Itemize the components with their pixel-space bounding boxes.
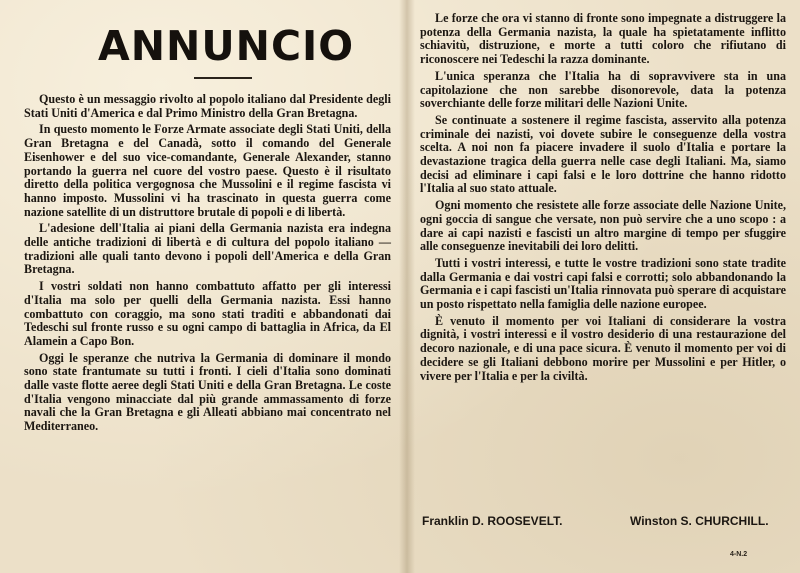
signature-churchill: Winston S. CHURCHILL. <box>630 514 769 528</box>
print-mark: 4-N.2 <box>730 551 748 558</box>
paragraph: I vostri soldati non hanno combattuto affatto per gli interessi d'Italia ma solo per quelli della Germania nazista. Essi hanno combattuto con coraggio, ma sono stati traditi e abbandonati dai Tedeschi sul fronte russo e su ogni campo di battaglia in Africa, da El Alamein a Capo Bon. <box>24 279 391 348</box>
paragraph: L'adesione dell'Italia ai piani della Germania nazista era indegna delle antiche tradizioni di libertà e di cultura del popolo italiano — tradizioni alle quali tanto devono i popoli dell'America e della Gran Bretagna. <box>24 221 391 277</box>
paragraph: In questo momento le Forze Armate associate degli Stati Uniti, della Gran Bretagna e del Canadà, sotto il comando del Generale Eisenhower e del suo vice-comandante, Generale Alexander, stanno portando la guerra nel cuore del vostro paese. Questo è il risultato diretto della politica vergognosa che Mussolini e il regime fascista vi hanno imposto. Mussolini vi ha trascinato in questa guerra come nazione satellite di un distruttore brutale di popoli e di libertà. <box>24 122 391 219</box>
page-title: ANNUNCIO <box>98 22 355 70</box>
paragraph: Tutti i vostri interessi, e tutte le vostre tradizioni sono state tradite dalla Germania e dai vostri capi falsi e corrotti; solo abbandonando la Germania e i capi fascisti un'Italia rinnovata può sperare di acquistare un posto rispettato nella famiglia delle nazione europee. <box>420 255 786 312</box>
paragraph: L'unica speranza che l'Italia ha di sopravvivere sta in una capitolazione che non sarebbe disonorevole, data la potenza soverchiante delle forze militari delle Nazioni Unite. <box>420 68 786 111</box>
paragraph: Oggi le speranze che nutriva la Germania di dominare il mondo sono state frantumate su tutti i fronti. I cieli d'Italia sono dominati dalle vaste flotte aeree degli Stati Uniti e della Gran Bretagna. Le coste d'Italia vengono minacciate dal più grande ammassamento di forze navali che la Gran Bretagna e gli Alleati abbiano mai concentrato nel Mediterraneo. <box>24 350 391 434</box>
signature-roosevelt: Franklin D. ROOSEVELT. <box>422 514 563 528</box>
title-underline <box>194 77 252 79</box>
center-fold <box>399 0 415 573</box>
paragraph: Questo è un messaggio rivolto al popolo italiano dal Presidente degli Stati Uniti d'America e dal Primo Ministro della Gran Bretagna. <box>24 92 391 120</box>
left-text <box>24 93 391 437</box>
paragraph: Ogni momento che resistete alle forze associate delle Nazione Unite, ogni goccia di sangue che versate, non può servire che a uno scopo : a dare ai capi nazisti e fascisti un altro margine di tempo per sfuggire alle conseguenze inevitabili dei loro delitti. <box>420 198 786 254</box>
right-text <box>420 12 786 386</box>
paragraph: Le forze che ora vi stanno di fronte sono impegnate a distruggere la potenza della Germania nazista, la quale ha spietatamente inflitto schiavitù, distruzione, e morte a tutti coloro che rifiutano di riconoscere nei Tedeschi la razza dominante. <box>420 11 786 67</box>
paragraph: È venuto il momento per voi Italiani di considerare la vostra dignità, i vostri interessi e il vostro desiderio di una restaurazione del decoro nazionale, e di una pace sicura. È venuto il momento per voi di decidere se gli Italiani debbono morire per Mussolini e per Hitler, o vivere per l'Italia e per la civiltà. <box>420 313 786 383</box>
paragraph: Se continuate a sostenere il regime fascista, asservito alla potenza criminale dei nazisti, voi dovete subire le conseguenze della vostra scelta. A noi non fa piacere invadere il suolo d'Italia e portare la devastazione tragica della guerra nelle case degli Italiani. Ma, siamo decisi ad eliminare i capi falsi e le loro dottrine che hanno ridotto l'Italia al suo stato attuale. <box>420 112 786 196</box>
